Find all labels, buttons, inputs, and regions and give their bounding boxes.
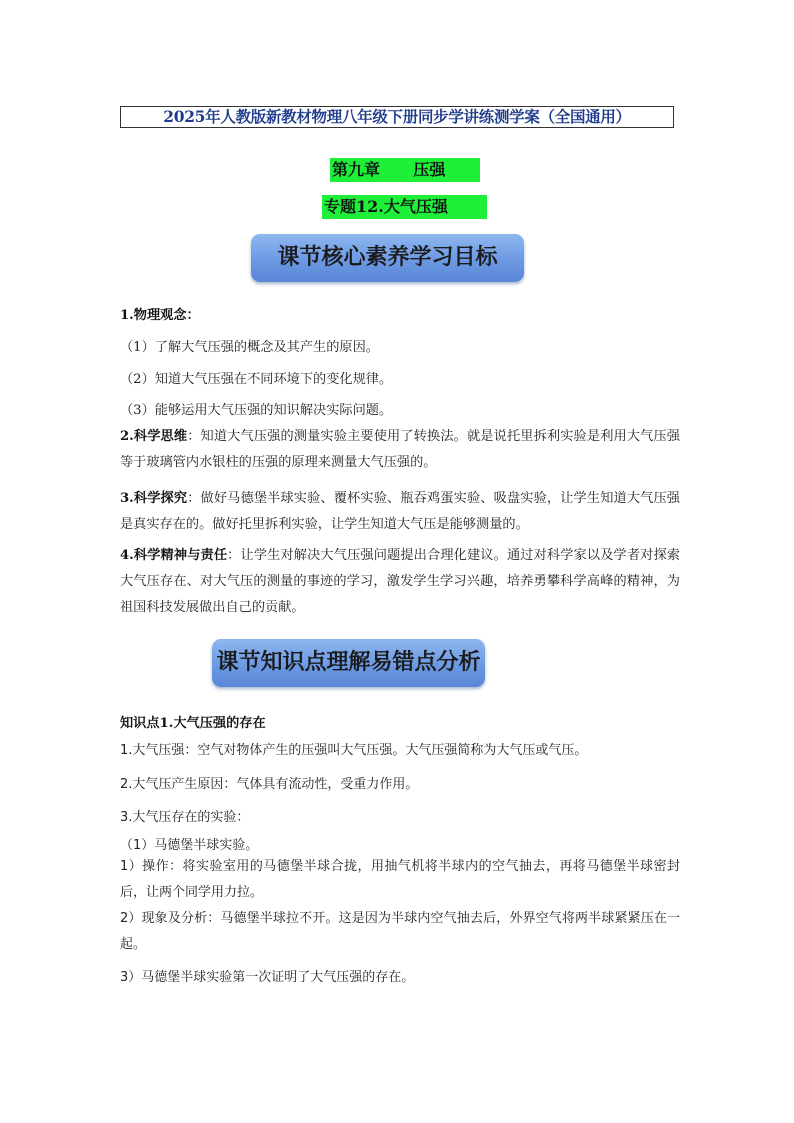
item1-point-2: （2）知道大气压强在不同环境下的变化规律。 (120, 372, 393, 387)
kp-line-1: 1.大气压强：空气对物体产生的压强叫大气压强。大气压强简称为大气压或气压。 (120, 743, 588, 758)
kp-step-2: 2）现象及分析：马德堡半球拉不开。这是因为半球内空气抽去后，外界空气将两半球紧紧压在一起。 (120, 911, 680, 952)
section-banner-objectives: 课节核心素养学习目标 (251, 234, 524, 282)
item4-lead: 4.科学精神与责任 (120, 548, 228, 563)
kp-step-3: 3）马德堡半球实验第一次证明了大气压强的存在。 (120, 970, 415, 985)
item3-paragraph (120, 486, 680, 538)
item2-text: ：知道大气压强的测量实验主要使用了转换法。就是说托里拆利实验是利用大气压强等于玻璃管内水银柱的压强的原理来测量大气压强的。 (120, 429, 680, 470)
document-title: 2025年人教版新教材物理八年级下册同步学讲练测学案（全国通用） (120, 106, 674, 128)
item1-heading: 1.物理观念： (120, 308, 200, 323)
item2-lead: 2.科学思维 (120, 429, 188, 444)
item2-paragraph (120, 424, 680, 476)
chapter-heading: 第九章 压强 (330, 158, 480, 182)
item1-point-3: （3）能够运用大气压强的知识解决实际问题。 (120, 403, 393, 418)
item4-paragraph (120, 543, 680, 621)
kp-step-1: 1）操作：将实验室用的马德堡半球合拢，用抽气机将半球内的空气抽去，再将马德堡半球密封后，让两个同学用力拉。 (120, 859, 680, 900)
topic-heading: 专题12.大气压强 (322, 195, 487, 219)
knowledge-point-heading: 知识点1.大气压强的存在 (120, 716, 266, 731)
item1-point-1: （1）了解大气压强的概念及其产生的原因。 (120, 340, 379, 355)
item3-lead: 3.科学探究 (120, 491, 188, 506)
kp-line-3: 3.大气压存在的实验： (120, 810, 250, 825)
item4-text: ：让学生对解决大气压强问题提出合理化建议。通过对科学家以及学者对探索大气压存在、对大气压的测量的事迹的学习，激发学生学习兴趣，培养勇攀科学高峰的精神，为祖国科技发展做出自己的贡献。 (120, 548, 680, 615)
section-banner-knowledge: 课节知识点理解易错点分析 (212, 639, 485, 687)
kp-line-4: （1）马德堡半球实验。 (120, 838, 259, 853)
kp-line-2: 2.大气压产生原因：气体具有流动性，受重力作用。 (120, 777, 419, 792)
item3-text: ：做好马德堡半球实验、覆杯实验、瓶吞鸡蛋实验、吸盘实验，让学生知道大气压强是真实存在的。做好托里拆利实验，让学生知道大气压是能够测量的。 (120, 491, 680, 532)
